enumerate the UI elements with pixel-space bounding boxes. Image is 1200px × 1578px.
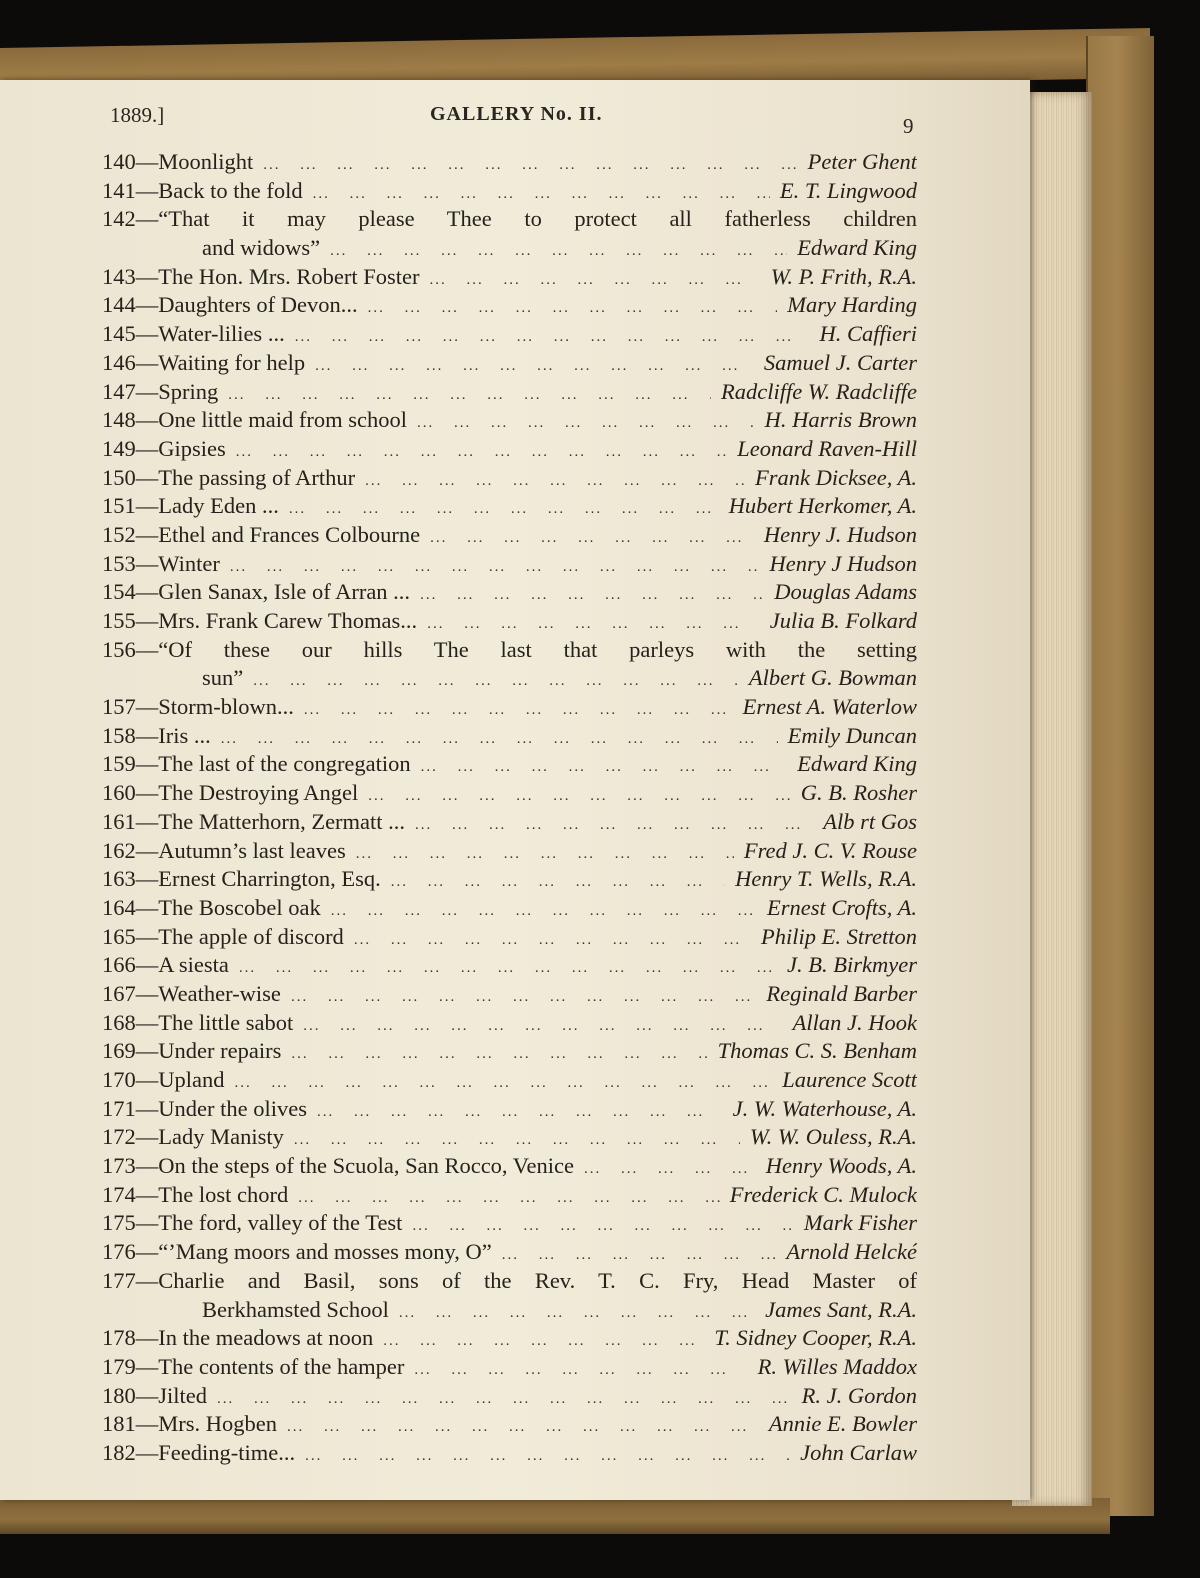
entry-number: 176— <box>102 1239 159 1265</box>
entry-number: 174— <box>102 1181 159 1207</box>
entry-title: “Of these our hills The last that parleys with the setting <box>158 636 917 662</box>
catalogue-entry <box>102 636 917 665</box>
catalogue-entry <box>102 148 917 177</box>
entry-title: “’Mang moors and mosses mony, O” <box>158 1239 492 1265</box>
entry-title: Lady Manisty <box>158 1124 284 1150</box>
entry-title: Mrs. Frank Carew Thomas... <box>158 608 418 633</box>
entry-number: 162— <box>102 837 159 863</box>
entry-artist: T. Sidney Cooper, R.A. <box>714 1325 917 1351</box>
catalogue-entry <box>102 406 917 435</box>
entry-title-continuation: and widows” <box>202 235 321 261</box>
entry-title-continuation: Berkhamsted School <box>202 1296 389 1322</box>
catalogue-entry <box>102 1238 917 1267</box>
entry-artist: Leonard Raven-Hill <box>737 435 917 461</box>
leader-dots <box>294 1126 740 1152</box>
leader-dots <box>356 840 734 866</box>
entry-number: 177— <box>102 1267 159 1293</box>
leader-dots <box>502 1241 777 1267</box>
entry-title: Moonlight <box>158 149 254 174</box>
leader-dots <box>317 1098 723 1124</box>
entry-number: 141— <box>102 177 159 203</box>
entry-artist: G. B. Rosher <box>800 780 917 806</box>
leader-dots <box>391 868 725 894</box>
running-header <box>0 98 1030 138</box>
catalogue-entry <box>102 378 917 407</box>
entry-title: Upland <box>158 1067 225 1092</box>
leader-dots <box>221 725 778 751</box>
entry-artist: Thomas C. S. Benham <box>717 1038 917 1064</box>
entry-title: In the meadows at noon <box>158 1325 374 1351</box>
catalogue-entry <box>102 1037 917 1066</box>
leader-dots <box>235 1069 773 1095</box>
entry-number: 156— <box>102 636 159 662</box>
entry-title: Ernest Charrington, Esq. <box>158 866 381 892</box>
leader-dots <box>295 323 810 349</box>
entry-number: 181— <box>102 1411 159 1437</box>
entry-number: 165— <box>102 923 159 949</box>
entry-number: 150— <box>102 464 159 490</box>
catalogue-entry <box>102 1209 917 1238</box>
entry-artist: R. J. Gordon <box>801 1382 917 1408</box>
leader-dots <box>427 610 760 636</box>
entry-artist: Alb rt Gos <box>823 808 917 834</box>
catalogue-entry <box>102 320 917 349</box>
catalogue-entry <box>102 1382 917 1411</box>
entry-number: 155— <box>102 608 159 633</box>
catalogue-entry <box>102 492 917 521</box>
entry-title: The Boscobel oak <box>158 894 321 920</box>
leader-dots <box>429 266 760 292</box>
entry-artist: Arnold Helcké <box>786 1239 917 1265</box>
entry-number: 154— <box>102 579 159 605</box>
entry-title: Iris ... <box>158 722 211 748</box>
entry-title: Autumn’s last leaves <box>158 837 346 863</box>
entry-number: 180— <box>102 1382 159 1408</box>
catalogue-entry <box>102 1267 917 1296</box>
entry-artist: R. Willes Maddox <box>757 1353 917 1379</box>
entry-artist: W. W. Ouless, R.A. <box>749 1124 917 1150</box>
leader-dots <box>330 237 787 263</box>
entry-number: 148— <box>102 407 159 433</box>
leader-dots <box>236 438 727 464</box>
leader-dots <box>383 1327 704 1353</box>
catalogue-entry <box>102 894 917 923</box>
leader-dots <box>331 897 757 923</box>
entry-artist: Samuel J. Carter <box>763 349 917 375</box>
catalogue-entry <box>102 1095 917 1124</box>
entry-artist: Ernest Crofts, A. <box>766 894 917 920</box>
entry-artist: H. Caffieri <box>819 321 917 347</box>
entry-title: Under the olives <box>158 1095 307 1121</box>
leader-dots <box>315 352 754 378</box>
entry-title: Ethel and Frances Colbourne <box>158 521 421 547</box>
entry-number: 152— <box>102 521 159 547</box>
entry-title: Spring <box>158 378 219 404</box>
entry-number: 178— <box>102 1325 159 1351</box>
catalogue-entry <box>102 435 917 464</box>
leader-dots <box>421 753 788 779</box>
entry-title: The Hon. Mrs. Robert Foster <box>158 263 420 289</box>
entry-number: 175— <box>102 1210 159 1236</box>
entry-number: 158— <box>102 722 159 748</box>
entry-title: Gipsies <box>158 435 226 461</box>
entry-number: 182— <box>102 1439 159 1465</box>
leader-dots <box>430 524 754 550</box>
entry-number: 166— <box>102 952 159 978</box>
entry-title: Back to the fold <box>158 177 303 203</box>
catalogue-entry <box>102 205 917 234</box>
leader-dots <box>415 811 813 837</box>
catalogue-entry <box>102 1181 917 1210</box>
entry-title: Storm-blown... <box>158 694 294 720</box>
catalogue-entry <box>102 291 917 320</box>
leader-dots <box>298 1184 720 1210</box>
entry-artist: Henry J. Hudson <box>763 521 917 547</box>
leader-dots <box>239 954 777 980</box>
entry-artist: J. W. Waterhouse, A. <box>732 1095 917 1121</box>
entry-artist: John Carlaw <box>800 1439 917 1465</box>
leader-dots <box>287 1413 759 1439</box>
entry-title: The lost chord <box>158 1181 289 1207</box>
leader-dots <box>399 1299 755 1325</box>
catalogue-entry <box>102 693 917 722</box>
catalogue-entry <box>102 550 917 579</box>
catalogue-entry <box>102 1123 917 1152</box>
entry-number: 142— <box>102 206 159 232</box>
entry-number: 149— <box>102 435 159 461</box>
entry-title: Mrs. Hogben <box>158 1411 277 1437</box>
entry-number: 153— <box>102 550 159 576</box>
entry-number: 151— <box>102 493 159 519</box>
entry-title: Weather-wise <box>158 980 281 1006</box>
catalogue-entry <box>102 1066 917 1095</box>
catalogue-entry <box>102 464 917 493</box>
catalogue-entry <box>102 779 917 808</box>
entry-title: Jilted <box>158 1382 207 1408</box>
book-cover-bottom-edge <box>0 1498 1110 1534</box>
entry-artist: Annie E. Bowler <box>768 1411 917 1437</box>
leader-dots <box>365 467 745 493</box>
leader-dots <box>228 381 711 407</box>
entry-title: “That it may please Thee to protect all fatherless children <box>158 206 917 232</box>
entry-title: Charlie and Basil, sons of the Rev. T. C. Fry, Head Master of <box>158 1267 917 1293</box>
gallery-title: GALLERY No. II. <box>430 103 603 125</box>
entry-title: The last of the congregation <box>158 751 411 777</box>
leader-dots <box>289 495 719 521</box>
catalogue-entry <box>102 980 917 1009</box>
catalogue-entry <box>102 923 917 952</box>
entry-artist: W. P. Frith, R.A. <box>770 263 917 289</box>
entry-number: 168— <box>102 1009 159 1035</box>
entry-artist: Mary Harding <box>787 292 917 318</box>
catalogue-entry <box>102 578 917 607</box>
catalogue-entry-continuation <box>102 1296 917 1325</box>
entry-title: Waiting for help <box>158 349 306 375</box>
entry-title: Feeding-time... <box>158 1439 296 1465</box>
catalogue-entry <box>102 607 917 636</box>
entry-number: 140— <box>102 149 159 174</box>
entry-number: 173— <box>102 1153 159 1179</box>
entry-artist: Mark Fisher <box>803 1210 917 1236</box>
entry-number: 179— <box>102 1353 159 1379</box>
entry-title: The Matterhorn, Zermatt ... <box>158 808 406 834</box>
catalogue-entry <box>102 750 917 779</box>
entry-number: 145— <box>102 321 159 347</box>
entry-number: 144— <box>102 292 159 318</box>
catalogue-entry <box>102 1324 917 1353</box>
leader-dots <box>313 180 770 206</box>
entry-artist: Fred J. C. V. Rouse <box>743 837 917 863</box>
entry-artist: Philip E. Stretton <box>760 923 917 949</box>
entry-artist: Albert G. Bowman <box>748 665 917 691</box>
entry-number: 160— <box>102 780 159 806</box>
leader-dots <box>230 553 760 579</box>
entry-artist: Edward King <box>797 751 917 777</box>
catalogue-entry <box>102 177 917 206</box>
entry-title: A siesta <box>158 952 229 978</box>
entry-title: Glen Sanax, Isle of Arran ... <box>158 579 411 605</box>
entry-title: Daughters of Devon... <box>158 292 358 318</box>
entry-artist: Edward King <box>797 235 917 261</box>
entry-artist: Henry T. Wells, R.A. <box>735 866 917 892</box>
entry-number: 143— <box>102 263 159 289</box>
entry-artist: Ernest A. Waterlow <box>742 694 917 720</box>
leader-dots <box>584 1155 756 1181</box>
entry-title: Winter <box>158 550 220 576</box>
leader-dots <box>305 1442 790 1468</box>
entry-title: Lady Eden ... <box>158 493 279 519</box>
catalogue-entry-continuation <box>102 664 917 693</box>
leader-dots <box>417 409 755 435</box>
leader-dots <box>291 983 756 1009</box>
entry-artist: J. B. Birkmyer <box>787 952 917 978</box>
entry-number: 159— <box>102 751 159 777</box>
entry-title: Water-lilies ... <box>158 321 285 347</box>
catalogue-entry <box>102 1439 917 1468</box>
leader-dots <box>412 1212 793 1238</box>
catalogue-entry <box>102 1009 917 1038</box>
entry-title: The little sabot <box>158 1009 294 1035</box>
entry-number: 170— <box>102 1067 159 1092</box>
catalogue-entry <box>102 865 917 894</box>
catalogue-entry <box>102 722 917 751</box>
entry-artist: E. T. Lingwood <box>779 177 917 203</box>
catalogue-entry <box>102 951 917 980</box>
entry-title: The ford, valley of the Test <box>158 1210 403 1236</box>
entry-number: 147— <box>102 378 159 404</box>
entry-number: 171— <box>102 1095 159 1121</box>
entry-number: 172— <box>102 1124 159 1150</box>
entry-title: The passing of Arthur <box>158 464 356 490</box>
leader-dots <box>368 782 791 808</box>
entry-artist: Peter Ghent <box>807 149 917 174</box>
page-number: 9 <box>903 114 914 138</box>
entry-number: 163— <box>102 866 159 892</box>
entry-artist: Douglas Adams <box>774 579 917 605</box>
entry-artist: Laurence Scott <box>782 1067 917 1092</box>
entry-artist: Frank Dicksee, A. <box>754 464 917 490</box>
entry-number: 167— <box>102 980 159 1006</box>
entry-artist: Henry Woods, A. <box>765 1153 917 1179</box>
catalogue-list <box>102 148 917 1468</box>
leader-dots <box>263 151 797 177</box>
entry-title-continuation: sun” <box>202 665 244 691</box>
leader-dots <box>368 294 778 320</box>
catalogue-entry <box>102 1353 917 1382</box>
entry-artist: Radcliffe W. Radcliffe <box>721 378 917 404</box>
entry-title: The Destroying Angel <box>158 780 359 806</box>
catalogue-entry-continuation <box>102 234 917 263</box>
leader-dots <box>291 1040 707 1066</box>
leader-dots <box>217 1385 792 1411</box>
entry-artist: Henry J Hudson <box>769 550 917 576</box>
leader-dots <box>303 1012 782 1038</box>
entry-title: One little maid from school <box>158 407 407 433</box>
catalogue-entry <box>102 1152 917 1181</box>
catalogue-entry <box>102 1410 917 1439</box>
entry-artist: Allan J. Hook <box>792 1009 917 1035</box>
entry-number: 146— <box>102 349 159 375</box>
catalogue-entry <box>102 263 917 292</box>
entry-number: 169— <box>102 1038 159 1064</box>
leader-dots <box>304 696 733 722</box>
book-cover-right-edge <box>1086 36 1154 1516</box>
entry-number: 157— <box>102 694 159 720</box>
catalogue-entry <box>102 349 917 378</box>
entry-number: 161— <box>102 808 159 834</box>
entry-artist: James Sant, R.A. <box>765 1296 917 1322</box>
leader-dots <box>253 667 739 693</box>
entry-title: The contents of the hamper <box>158 1353 405 1379</box>
catalogue-entry <box>102 808 917 837</box>
entry-artist: Julia B. Folkard <box>769 608 917 633</box>
entry-artist: Frederick C. Mulock <box>729 1181 917 1207</box>
catalogue-entry <box>102 521 917 550</box>
entry-title: Under repairs <box>158 1038 282 1064</box>
header-year: 1889.] <box>110 103 165 127</box>
entry-artist: Reginald Barber <box>766 980 917 1006</box>
entry-artist: H. Harris Brown <box>764 407 917 433</box>
entry-number: 164— <box>102 894 159 920</box>
entry-artist: Hubert Herkomer, A. <box>728 493 917 519</box>
leader-dots <box>414 1356 747 1382</box>
entry-title: The apple of discord <box>158 923 344 949</box>
leader-dots <box>420 581 764 607</box>
catalogue-entry <box>102 837 917 866</box>
leader-dots <box>354 926 751 952</box>
entry-artist: Emily Duncan <box>787 722 917 748</box>
entry-title: On the steps of the Scuola, San Rocco, Venice <box>158 1153 574 1179</box>
